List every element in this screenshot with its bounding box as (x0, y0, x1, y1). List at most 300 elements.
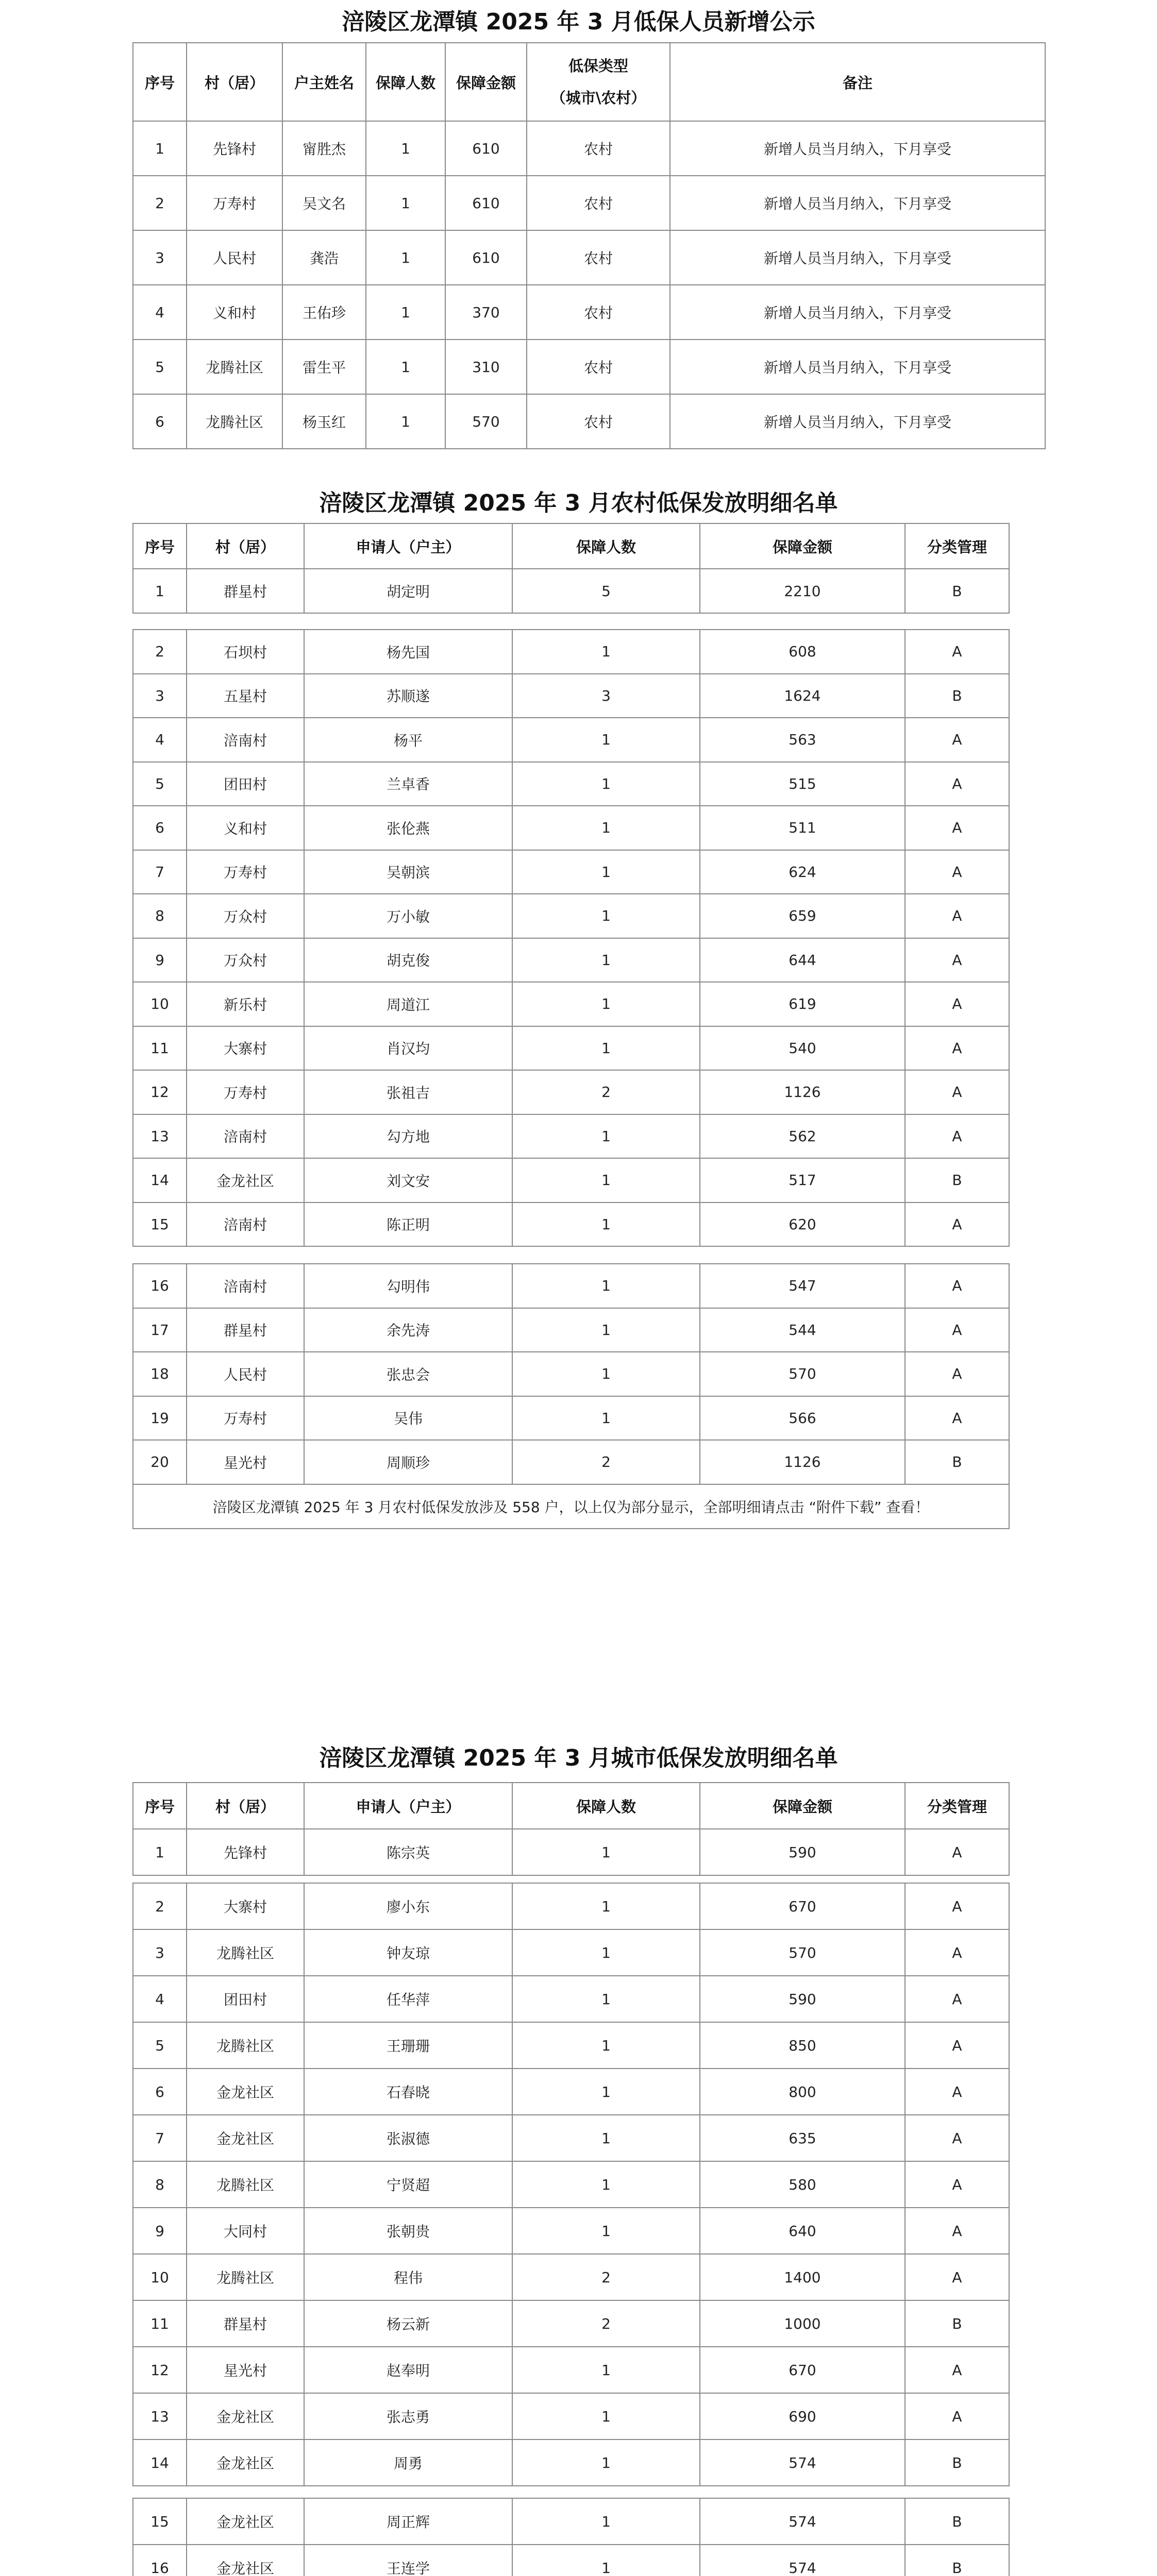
table-row (133, 718, 1009, 762)
cell-persons: 1 (512, 2347, 700, 2393)
cell-village: 涪南村 (187, 1202, 304, 1247)
cell-amount: 517 (700, 1158, 905, 1202)
cell-applicant: 张伦燕 (304, 806, 512, 850)
cell-persons: 1 (512, 762, 700, 806)
cell-village: 团田村 (187, 1976, 304, 2022)
rural-table-block (132, 629, 1010, 1247)
cell-amount: 574 (700, 2545, 905, 2576)
cell-village: 万寿村 (187, 850, 304, 894)
table-row (133, 1929, 1009, 1976)
table-row (133, 630, 1009, 674)
table-row (133, 340, 1045, 394)
cell-persons: 3 (512, 674, 700, 718)
cell-remark: 新增人员当月纳入，下月享受 (670, 394, 1045, 449)
cell-category: B (905, 2545, 1009, 2576)
header-type (527, 43, 670, 121)
cell-applicant: 苏顺遂 (304, 674, 512, 718)
cell-village: 金龙社区 (187, 2069, 304, 2115)
cell-persons: 1 (366, 230, 445, 285)
cell-amount: 670 (700, 2347, 905, 2393)
cell-index: 5 (133, 2022, 187, 2069)
cell-category: A (905, 2254, 1009, 2300)
table-row (133, 1264, 1009, 1308)
cell-village: 金龙社区 (187, 2115, 304, 2161)
cell-category: A (905, 762, 1009, 806)
cell-category: A (905, 2115, 1009, 2161)
cell-index: 1 (133, 1829, 187, 1875)
cell-remark: 新增人员当月纳入，下月享受 (670, 340, 1045, 394)
cell-applicant: 陈正明 (304, 1202, 512, 1247)
cell-amount: 640 (700, 2208, 905, 2254)
cell-category: A (905, 630, 1009, 674)
header-type-line2: （城市\农村） (550, 89, 646, 107)
cell-type: 农村 (527, 285, 670, 340)
cell-amount: 610 (445, 176, 527, 230)
cell-applicant: 王连学 (304, 2545, 512, 2576)
table3-title: 涪陵区龙潭镇 2025 年 3 月城市低保发放明细名单 (319, 1745, 838, 1771)
table-row (133, 1026, 1009, 1071)
table-row (133, 1883, 1009, 1929)
cell-applicant: 张朝贵 (304, 2208, 512, 2254)
cell-village: 龙腾社区 (187, 340, 282, 394)
cell-persons: 5 (512, 569, 700, 613)
cell-village: 龙腾社区 (187, 2022, 304, 2069)
cell-persons: 1 (366, 121, 445, 176)
cell-village: 万寿村 (187, 1396, 304, 1440)
cell-index: 4 (133, 718, 187, 762)
cell-applicant: 张志勇 (304, 2393, 512, 2439)
cell-amount: 547 (700, 1264, 905, 1308)
cell-index: 3 (133, 1929, 187, 1976)
cell-persons: 1 (512, 2393, 700, 2439)
cell-index: 12 (133, 2347, 187, 2393)
table-row (133, 121, 1045, 176)
cell-category: A (905, 2208, 1009, 2254)
cell-village: 金龙社区 (187, 2545, 304, 2576)
cell-amount: 635 (700, 2115, 905, 2161)
table-row (133, 2161, 1009, 2208)
cell-persons: 1 (512, 806, 700, 850)
cell-village: 群星村 (187, 569, 304, 613)
table-row (133, 569, 1009, 613)
cell-persons: 1 (512, 1883, 700, 1929)
cell-amount: 644 (700, 938, 905, 982)
cell-village: 团田村 (187, 762, 304, 806)
cell-amount: 800 (700, 2069, 905, 2115)
cell-village: 五星村 (187, 674, 304, 718)
cell-index: 1 (133, 569, 187, 613)
cell-persons: 1 (512, 1929, 700, 1976)
cell-index: 12 (133, 1070, 187, 1114)
header-index: 序号 (133, 43, 187, 121)
cell-village: 先锋村 (187, 121, 282, 176)
cell-village: 龙腾社区 (187, 2161, 304, 2208)
cell-persons: 1 (512, 630, 700, 674)
cell-type: 农村 (527, 121, 670, 176)
cell-applicant: 程伟 (304, 2254, 512, 2300)
cell-village: 金龙社区 (187, 2393, 304, 2439)
cell-amount: 1000 (700, 2300, 905, 2347)
cell-category: A (905, 2022, 1009, 2069)
footnote-row (133, 1484, 1009, 1529)
cell-persons: 1 (512, 2498, 700, 2545)
cell-householder: 雷生平 (282, 340, 366, 394)
header-remark: 备注 (670, 43, 1045, 121)
cell-persons: 1 (512, 1308, 700, 1352)
header-village: 村（居） (187, 1783, 304, 1829)
table-row (133, 176, 1045, 230)
cell-persons: 2 (512, 2300, 700, 2347)
cell-village: 金龙社区 (187, 2498, 304, 2545)
table-row (133, 1070, 1009, 1114)
cell-category: B (905, 1440, 1009, 1484)
cell-village: 万寿村 (187, 1070, 304, 1114)
header-category: 分类管理 (905, 1783, 1009, 1829)
table-header-row (133, 523, 1009, 569)
cell-index: 10 (133, 2254, 187, 2300)
table-row (133, 2069, 1009, 2115)
rural-table-block (132, 523, 1010, 614)
header-index: 序号 (133, 523, 187, 569)
header-applicant: 申请人（户主） (304, 523, 512, 569)
table-row (133, 394, 1045, 449)
cell-applicant: 勾明伟 (304, 1264, 512, 1308)
cell-index: 2 (133, 1883, 187, 1929)
table-row (133, 1829, 1009, 1875)
header-village: 村（居） (187, 523, 304, 569)
cell-remark: 新增人员当月纳入，下月享受 (670, 121, 1045, 176)
cell-amount: 1400 (700, 2254, 905, 2300)
table-row (133, 2300, 1009, 2347)
cell-persons: 1 (512, 2069, 700, 2115)
header-householder: 户主姓名 (282, 43, 366, 121)
cell-amount: 608 (700, 630, 905, 674)
cell-applicant: 杨先国 (304, 630, 512, 674)
cell-category: B (905, 2439, 1009, 2486)
header-persons: 保障人数 (512, 523, 700, 569)
cell-amount: 370 (445, 285, 527, 340)
cell-amount: 515 (700, 762, 905, 806)
table-row (133, 2347, 1009, 2393)
cell-village: 龙腾社区 (187, 2254, 304, 2300)
cell-category: A (905, 894, 1009, 938)
cell-persons: 1 (512, 938, 700, 982)
cell-persons: 1 (512, 1829, 700, 1875)
cell-remark: 新增人员当月纳入，下月享受 (670, 176, 1045, 230)
cell-index: 13 (133, 1114, 187, 1159)
cell-index: 3 (133, 230, 187, 285)
cell-persons: 1 (512, 718, 700, 762)
cell-village: 群星村 (187, 2300, 304, 2347)
cell-index: 4 (133, 1976, 187, 2022)
table-row (133, 1396, 1009, 1440)
table-row (133, 806, 1009, 850)
cell-index: 6 (133, 394, 187, 449)
cell-persons: 1 (512, 2208, 700, 2254)
table2-title: 涪陵区龙潭镇 2025 年 3 月农村低保发放明细名单 (319, 490, 838, 516)
cell-category: A (905, 1264, 1009, 1308)
header-persons: 保障人数 (512, 1783, 700, 1829)
cell-category: A (905, 1976, 1009, 2022)
new-recipients-table (132, 42, 1046, 449)
table-row (133, 1440, 1009, 1484)
cell-village: 群星村 (187, 1308, 304, 1352)
cell-index: 14 (133, 2439, 187, 2486)
cell-applicant: 王珊珊 (304, 2022, 512, 2069)
cell-category: A (905, 850, 1009, 894)
cell-index: 14 (133, 1158, 187, 1202)
cell-index: 20 (133, 1440, 187, 1484)
cell-index: 17 (133, 1308, 187, 1352)
urban-table-block (132, 1883, 1010, 2486)
cell-amount: 610 (445, 121, 527, 176)
cell-persons: 1 (512, 1026, 700, 1071)
cell-applicant: 石春晓 (304, 2069, 512, 2115)
header-index: 序号 (133, 1783, 187, 1829)
cell-category: A (905, 1829, 1009, 1875)
cell-applicant: 周正辉 (304, 2498, 512, 2545)
cell-village: 金龙社区 (187, 1158, 304, 1202)
cell-category: A (905, 718, 1009, 762)
cell-village: 星光村 (187, 2347, 304, 2393)
cell-amount: 563 (700, 718, 905, 762)
cell-amount: 570 (700, 1352, 905, 1396)
cell-village: 万众村 (187, 894, 304, 938)
cell-persons: 1 (512, 1114, 700, 1159)
cell-category: A (905, 982, 1009, 1026)
cell-village: 人民村 (187, 230, 282, 285)
cell-applicant: 胡克俊 (304, 938, 512, 982)
cell-category: A (905, 806, 1009, 850)
cell-amount: 624 (700, 850, 905, 894)
cell-village: 义和村 (187, 806, 304, 850)
cell-persons: 1 (512, 2022, 700, 2069)
cell-index: 6 (133, 806, 187, 850)
cell-index: 15 (133, 2498, 187, 2545)
cell-amount: 2210 (700, 569, 905, 613)
cell-persons: 1 (366, 176, 445, 230)
header-amount: 保障金额 (445, 43, 527, 121)
cell-index: 7 (133, 2115, 187, 2161)
table-row (133, 1202, 1009, 1247)
cell-category: A (905, 1202, 1009, 1247)
cell-amount: 619 (700, 982, 905, 1026)
cell-amount: 590 (700, 1976, 905, 2022)
cell-persons: 2 (512, 1070, 700, 1114)
cell-category: B (905, 2300, 1009, 2347)
cell-amount: 580 (700, 2161, 905, 2208)
cell-index: 18 (133, 1352, 187, 1396)
header-type-line1: 低保类型 (568, 57, 628, 75)
table-row (133, 674, 1009, 718)
cell-village: 大寨村 (187, 1883, 304, 1929)
cell-applicant: 陈宗英 (304, 1829, 512, 1875)
cell-index: 1 (133, 121, 187, 176)
table-row (133, 2115, 1009, 2161)
cell-category: B (905, 569, 1009, 613)
header-category: 分类管理 (905, 523, 1009, 569)
table-row (133, 1114, 1009, 1159)
cell-index: 3 (133, 674, 187, 718)
cell-amount: 566 (700, 1396, 905, 1440)
header-amount: 保障金额 (700, 523, 905, 569)
cell-persons: 1 (512, 2439, 700, 2486)
cell-persons: 1 (366, 394, 445, 449)
table-row (133, 1158, 1009, 1202)
rural-table-block (132, 1263, 1010, 1529)
cell-applicant: 兰卓香 (304, 762, 512, 806)
cell-village: 人民村 (187, 1352, 304, 1396)
cell-index: 13 (133, 2393, 187, 2439)
cell-index: 11 (133, 1026, 187, 1071)
cell-applicant: 张淑德 (304, 2115, 512, 2161)
cell-village: 大同村 (187, 2208, 304, 2254)
cell-village: 涪南村 (187, 718, 304, 762)
header-village: 村（居） (187, 43, 282, 121)
cell-amount: 1624 (700, 674, 905, 718)
urban-table-block (132, 2498, 1010, 2576)
cell-amount: 562 (700, 1114, 905, 1159)
cell-village: 星光村 (187, 1440, 304, 1484)
cell-applicant: 赵奉明 (304, 2347, 512, 2393)
cell-category: A (905, 1070, 1009, 1114)
cell-applicant: 杨平 (304, 718, 512, 762)
cell-village: 龙腾社区 (187, 394, 282, 449)
cell-index: 16 (133, 2545, 187, 2576)
cell-householder: 吴文名 (282, 176, 366, 230)
cell-persons: 1 (512, 1264, 700, 1308)
cell-type: 农村 (527, 230, 670, 285)
table1-title: 涪陵区龙潭镇 2025 年 3 月低保人员新增公示 (342, 9, 815, 35)
cell-persons: 1 (512, 1396, 700, 1440)
cell-amount: 544 (700, 1308, 905, 1352)
cell-amount: 570 (445, 394, 527, 449)
cell-index: 2 (133, 176, 187, 230)
cell-village: 新乐村 (187, 982, 304, 1026)
cell-index: 4 (133, 285, 187, 340)
header-persons: 保障人数 (366, 43, 445, 121)
table-row (133, 2022, 1009, 2069)
table-row (133, 2208, 1009, 2254)
cell-index: 19 (133, 1396, 187, 1440)
cell-persons: 1 (512, 2545, 700, 2576)
cell-persons: 1 (512, 2115, 700, 2161)
cell-index: 10 (133, 982, 187, 1026)
cell-applicant: 刘文安 (304, 1158, 512, 1202)
cell-index: 5 (133, 340, 187, 394)
cell-applicant: 张忠会 (304, 1352, 512, 1396)
header-amount: 保障金额 (700, 1783, 905, 1829)
cell-village: 大寨村 (187, 1026, 304, 1071)
cell-amount: 574 (700, 2439, 905, 2486)
cell-index: 6 (133, 2069, 187, 2115)
cell-amount: 610 (445, 230, 527, 285)
cell-index: 9 (133, 938, 187, 982)
table-row (133, 2254, 1009, 2300)
cell-applicant: 胡定明 (304, 569, 512, 613)
cell-type: 农村 (527, 176, 670, 230)
table-row (133, 762, 1009, 806)
cell-amount: 574 (700, 2498, 905, 2545)
cell-village: 龙腾社区 (187, 1929, 304, 1976)
cell-index: 11 (133, 2300, 187, 2347)
table-row (133, 1352, 1009, 1396)
cell-category: A (905, 2393, 1009, 2439)
cell-applicant: 周道江 (304, 982, 512, 1026)
table-row (133, 894, 1009, 938)
cell-applicant: 吴伟 (304, 1396, 512, 1440)
cell-applicant: 余先涛 (304, 1308, 512, 1352)
cell-applicant: 周顺珍 (304, 1440, 512, 1484)
cell-category: A (905, 1352, 1009, 1396)
header-applicant: 申请人（户主） (304, 1783, 512, 1829)
cell-village: 涪南村 (187, 1264, 304, 1308)
cell-applicant: 张祖吉 (304, 1070, 512, 1114)
cell-persons: 1 (512, 850, 700, 894)
cell-amount: 1126 (700, 1440, 905, 1484)
cell-village: 义和村 (187, 285, 282, 340)
cell-remark: 新增人员当月纳入，下月享受 (670, 230, 1045, 285)
cell-category: B (905, 1158, 1009, 1202)
cell-type: 农村 (527, 340, 670, 394)
cell-persons: 1 (366, 340, 445, 394)
cell-category: A (905, 1026, 1009, 1071)
cell-category: A (905, 1883, 1009, 1929)
cell-village: 万众村 (187, 938, 304, 982)
cell-applicant: 杨云新 (304, 2300, 512, 2347)
table-row (133, 2545, 1009, 2576)
urban-table-block (132, 1782, 1010, 1876)
cell-category: A (905, 2161, 1009, 2208)
cell-applicant: 宁贤超 (304, 2161, 512, 2208)
cell-category: A (905, 1308, 1009, 1352)
cell-amount: 540 (700, 1026, 905, 1071)
cell-amount: 690 (700, 2393, 905, 2439)
cell-persons: 1 (512, 1352, 700, 1396)
cell-index: 8 (133, 2161, 187, 2208)
cell-category: A (905, 2069, 1009, 2115)
cell-village: 万寿村 (187, 176, 282, 230)
cell-village: 先锋村 (187, 1829, 304, 1875)
cell-amount: 570 (700, 1929, 905, 1976)
cell-category: A (905, 2347, 1009, 2393)
cell-applicant: 万小敏 (304, 894, 512, 938)
cell-index: 9 (133, 2208, 187, 2254)
cell-village: 石坝村 (187, 630, 304, 674)
cell-persons: 1 (512, 894, 700, 938)
table-row (133, 2439, 1009, 2486)
cell-index: 8 (133, 894, 187, 938)
table-row (133, 2393, 1009, 2439)
cell-householder: 杨玉红 (282, 394, 366, 449)
cell-amount: 590 (700, 1829, 905, 1875)
cell-type: 农村 (527, 394, 670, 449)
cell-applicant: 钟友琼 (304, 1929, 512, 1976)
cell-category: B (905, 2498, 1009, 2545)
cell-amount: 659 (700, 894, 905, 938)
cell-persons: 1 (512, 1202, 700, 1247)
table-row (133, 850, 1009, 894)
cell-index: 15 (133, 1202, 187, 1247)
cell-applicant: 廖小东 (304, 1883, 512, 1929)
cell-index: 16 (133, 1264, 187, 1308)
table-row (133, 1308, 1009, 1352)
cell-category: A (905, 1396, 1009, 1440)
cell-amount: 850 (700, 2022, 905, 2069)
cell-amount: 310 (445, 340, 527, 394)
cell-remark: 新增人员当月纳入，下月享受 (670, 285, 1045, 340)
table-row (133, 982, 1009, 1026)
